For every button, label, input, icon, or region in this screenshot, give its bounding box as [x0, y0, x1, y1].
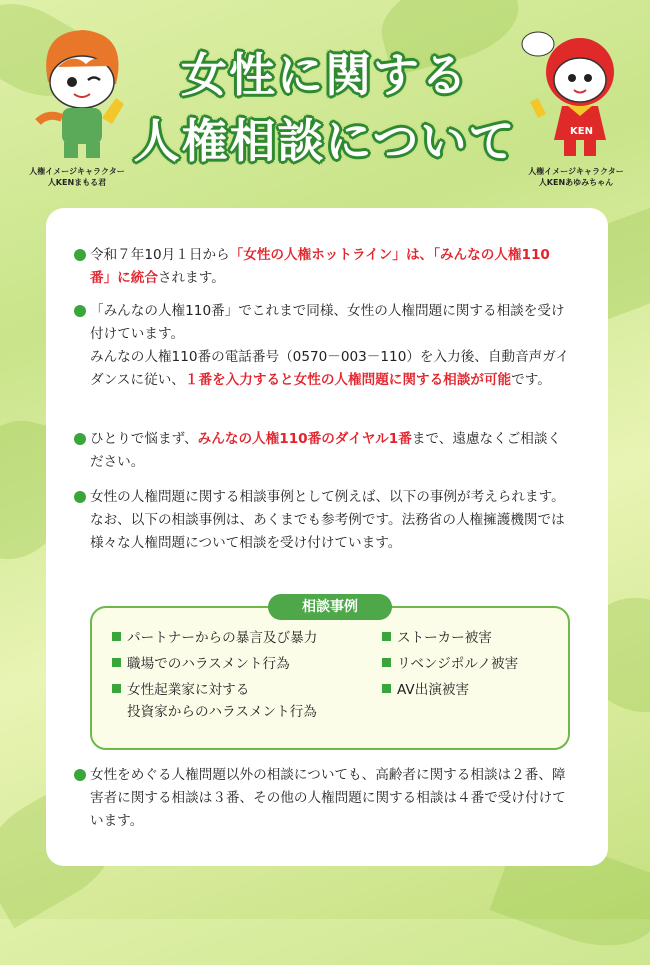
- header: [0, 0, 650, 210]
- item5-text: 女性をめぐる人権問題以外の相談についても、高齢者に関する相談は２番、障害者に関する相談は３番、その他の人権問題に関する相談は４番で受け付けています。: [90, 767, 566, 829]
- example-text: ストーカー被害: [397, 630, 492, 646]
- info-item-3: [90, 428, 570, 474]
- item2-text-b: みんなの人権110番の電話番号（0570－003－110）を入力後、自動音声ガイダンスに従い、: [90, 349, 570, 388]
- content-card: [46, 208, 608, 866]
- item3-text-emphasis: みんなの人権110番のダイヤル1番: [197, 431, 412, 447]
- example-item: [112, 654, 290, 675]
- example-item: [112, 628, 317, 649]
- example-text: パートナーからの暴言及び暴力: [127, 630, 318, 646]
- example-item-continuation: [127, 702, 317, 723]
- item1-text-emphasis: 「女性の人権ホットライン」は、「みんなの人権110番」に統合: [90, 247, 550, 286]
- example-item: [382, 628, 492, 649]
- info-item-4: [90, 486, 570, 555]
- example-item: [382, 680, 469, 701]
- item2-text-a: 「みんなの人権110番」でこれまで同様、女性の人権問題に関する相談を受け付けています。: [90, 303, 565, 342]
- square-bullet-icon: [112, 684, 121, 693]
- example-item: [382, 654, 518, 675]
- item1-text-c: されます。: [157, 270, 225, 286]
- example-text: リベンジポルノ被害: [397, 656, 519, 672]
- example-text: 女性起業家に対する: [127, 682, 250, 698]
- title-line2: 人権相談について: [133, 114, 517, 168]
- left-character-caption: [22, 166, 132, 188]
- example-text: AV出演被害: [397, 682, 470, 698]
- info-item-2: [90, 300, 570, 392]
- bullet-icon: [74, 305, 86, 317]
- right-caption-line2: 人KENあゆみちゃん: [538, 178, 614, 187]
- bullet-icon: [74, 491, 86, 503]
- square-bullet-icon: [112, 632, 121, 641]
- title-line1: 女性に関する: [181, 48, 469, 102]
- info-item-5: [90, 764, 570, 833]
- left-caption-line2: 人KENまもる君: [47, 178, 107, 187]
- square-bullet-icon: [382, 658, 391, 667]
- left-caption-line1: 人権イメージキャラクター: [29, 167, 125, 176]
- ayumi-chan-character-icon: [518, 22, 628, 162]
- item3-text-a: ひとりで悩まず、: [90, 431, 198, 447]
- item4-text-a: 女性の人権問題に関する相談事例として例えば、以下の事例が考えられます。: [90, 489, 565, 505]
- right-caption-line1: 人権イメージキャラクター: [528, 167, 624, 176]
- item3-text-c: まで、遠慮なくご相談ください。: [90, 431, 562, 470]
- example-item: [112, 680, 249, 701]
- bullet-icon: [74, 249, 86, 261]
- ken-badge-text: KEN: [570, 126, 593, 137]
- example-text: 職場でのハラスメント行為: [127, 656, 290, 672]
- page-title: [120, 42, 530, 174]
- square-bullet-icon: [382, 632, 391, 641]
- mamoru-kun-character-icon: [28, 22, 134, 162]
- example-text: 投資家からのハラスメント行為: [127, 704, 317, 720]
- item2-text-d: です。: [511, 372, 551, 388]
- square-bullet-icon: [382, 684, 391, 693]
- right-character-caption: [516, 166, 636, 188]
- examples-title: 相談事例: [268, 594, 392, 620]
- item1-text-a: 令和７年10月１日から: [90, 247, 230, 263]
- item4-text-b: なお、以下の相談事例は、あくまでも参考例です。法務省の人権擁護機関では様々な人権問題について相談を受け付けています。: [90, 512, 565, 551]
- examples-box: [90, 599, 570, 750]
- info-item-1: [90, 244, 570, 290]
- bullet-icon: [74, 769, 86, 781]
- square-bullet-icon: [112, 658, 121, 667]
- item2-text-emphasis: １番を入力すると女性の人権問題に関する相談が可能: [184, 372, 512, 388]
- bullet-icon: [74, 433, 86, 445]
